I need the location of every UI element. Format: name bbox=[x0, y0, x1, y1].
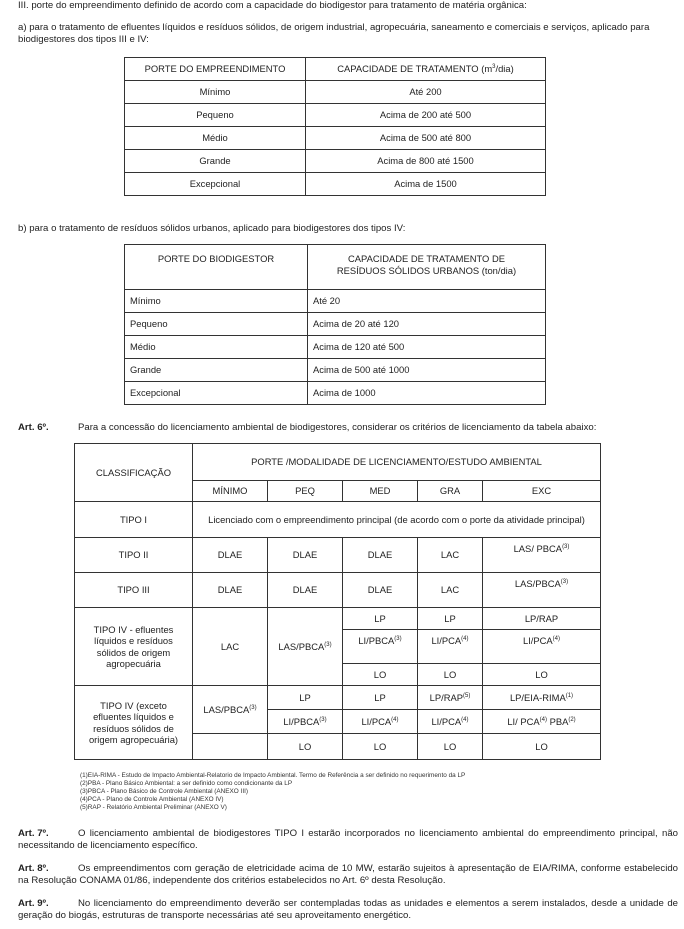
table-porte-biodigestor bbox=[124, 244, 546, 405]
table2-header-col2: CAPACIDADE DE TRATAMENTO DE RESÍDUOS SÓLIDOS URBANOS (ton/dia) bbox=[308, 245, 546, 290]
footnote-3: (3)PBCA - Plano Básico de Controle Ambiental (ANEXO III) bbox=[80, 788, 249, 795]
col-med: MED bbox=[343, 481, 418, 502]
col-minimo: MÍNIMO bbox=[193, 481, 268, 502]
art7-label: Art. 7º. bbox=[18, 828, 49, 839]
art6-label: Art. 6º. bbox=[18, 422, 49, 433]
art9-text: No licenciamento do empreendimento deverão ser contempladas todas as unidades e elementos a serem instalados, desde a unidade de geração do biogás, estruturas de transporte necessárias até seu aproveitamento energético. bbox=[18, 898, 678, 921]
table-row: LI/PBCA$^{(3)}$ LI/PCA$^{(4)}$ LI/PCA$^{(4)}$ LI/ PCA$^{(4)}$ PBA$^{(2)}$ bbox=[75, 710, 601, 734]
col-gra: GRA bbox=[418, 481, 483, 502]
table2-header-col1: PORTE DO BIODIGESTOR bbox=[125, 245, 308, 290]
art6-paragraph bbox=[18, 422, 678, 434]
footnote-5: (5)RAP - Relatório Ambiental Preliminar (ANEXO V) bbox=[80, 804, 227, 811]
table-row: Excepcional Acima de 1500 bbox=[125, 173, 546, 196]
footnote-4: (4)PCA - Plano de Controle Ambiental (ANEXO IV) bbox=[80, 796, 224, 803]
table-row: Pequeno Acima de 200 até 500 bbox=[125, 104, 546, 127]
art9-label: Art. 9º. bbox=[18, 898, 49, 909]
art8-text: Os empreendimentos com geração de eletricidade acima de 10 MW, estarão sujeitos à apresentação de EIA/RIMA, conforme estabelecido na Resolução CONAMA 01/86, independente dos critérios estabelecidos no Art. 6º desta Resolução. bbox=[18, 863, 678, 886]
footnote-1: (1)EIA-RIMA - Estudo de Impacto Ambiental-Relatorio de Impacto Ambiental. Termo de Referência a ser definido no requerimento da LP bbox=[80, 772, 466, 779]
table-row: Grande Acima de 500 até 1000 bbox=[125, 359, 546, 382]
table1-header-col2: CAPACIDADE DE TRATAMENTO $(m^3/dia)$ bbox=[306, 58, 546, 81]
table-row: Pequeno Acima de 20 até 120 bbox=[125, 313, 546, 336]
table-row: Grande Acima de 800 até 1500 bbox=[125, 150, 546, 173]
table-row: Médio Acima de 500 até 800 bbox=[125, 127, 546, 150]
art8-label: Art. 8º. bbox=[18, 863, 49, 874]
table-row: TIPO I Licenciado com o empreendimento principal (de acordo com o porte da atividade principal) bbox=[75, 502, 601, 538]
art9-paragraph bbox=[18, 898, 678, 922]
porte-header: PORTE /MODALIDADE DE LICENCIAMENTO/ESTUDO AMBIENTAL bbox=[193, 444, 601, 481]
table-row: TIPO III DLAE DLAE DLAE LAC LAS/PBCA$^{(3)}$ bbox=[75, 573, 601, 608]
art7-paragraph bbox=[18, 828, 678, 852]
item-b-text: b) para o tratamento de resíduos sólidos urbanos, aplicado para biodigestores dos tipos IV: bbox=[18, 223, 406, 234]
item-iii-text: III. porte do empreendimento definido de acordo com a capacidade do biodigestor para tratamento de matéria orgânica: bbox=[18, 0, 527, 11]
table-row: LI/PBCA$^{(3)}$ LI/PCA$^{(4)}$ LI/PCA$^{(4)}$ bbox=[75, 630, 601, 664]
col-exc: EXC bbox=[483, 481, 601, 502]
art6-text: Para a concessão do licenciamento ambiental de biodigestores, considerar os critérios de licenciamento da tabela abaixo: bbox=[78, 422, 597, 433]
table-row: Mínimo Até 20 bbox=[125, 290, 546, 313]
footnote-2: (2)PBA - Plano Básico Ambiental: a ser definido como condicionante da LP bbox=[80, 780, 293, 787]
table-row: TIPO II DLAE DLAE DLAE LAC LAS/ PBCA$^{(3)}$ bbox=[75, 538, 601, 573]
table-licenciamento bbox=[74, 443, 601, 760]
table-row: Mínimo Até 200 bbox=[125, 81, 546, 104]
table-row: LO LO LO bbox=[75, 664, 601, 686]
table-row: Excepcional Acima de 1000 bbox=[125, 382, 546, 405]
footnotes bbox=[80, 772, 670, 812]
table-row: Médio Acima de 120 até 500 bbox=[125, 336, 546, 359]
table-porte-empreendimento bbox=[124, 57, 546, 196]
classificacao-header: CLASSIFICAÇÃO bbox=[75, 444, 193, 502]
table-row: TIPO IV (exceto efluentes líquidos e resíduos sólidos de origem agropecuária) LAS/PBCA$^{(3)}$ LP LP LP/RAP$^{(5)}$ LP/EIA-RIMA$^{(1)}$ bbox=[75, 686, 601, 710]
art7-text: O licenciamento ambiental de biodigestores TIPO I estarão incorporados no licenciamento ambiental do empreendimento principal, não necessitando de licenciamento específico. bbox=[18, 828, 678, 851]
table-row: TIPO IV - efluentes líquidos e resíduos sólidos de origem agropecuária LAC LAS/PBCA$^{(3)}$ LP LP LP/RAP bbox=[75, 608, 601, 630]
art8-paragraph bbox=[18, 863, 678, 887]
table-row: LO LO LO LO bbox=[75, 734, 601, 760]
table1-header-col1: PORTE DO EMPREENDIMENTO bbox=[125, 58, 306, 81]
col-peq: PEQ bbox=[268, 481, 343, 502]
item-a-text: a) para o tratamento de efluentes líquidos e resíduos sólidos, de origem industrial, agropecuária, saneamento e comerciais e serviços, aplicado para biodigestores dos tipos III e IV: bbox=[18, 22, 650, 45]
